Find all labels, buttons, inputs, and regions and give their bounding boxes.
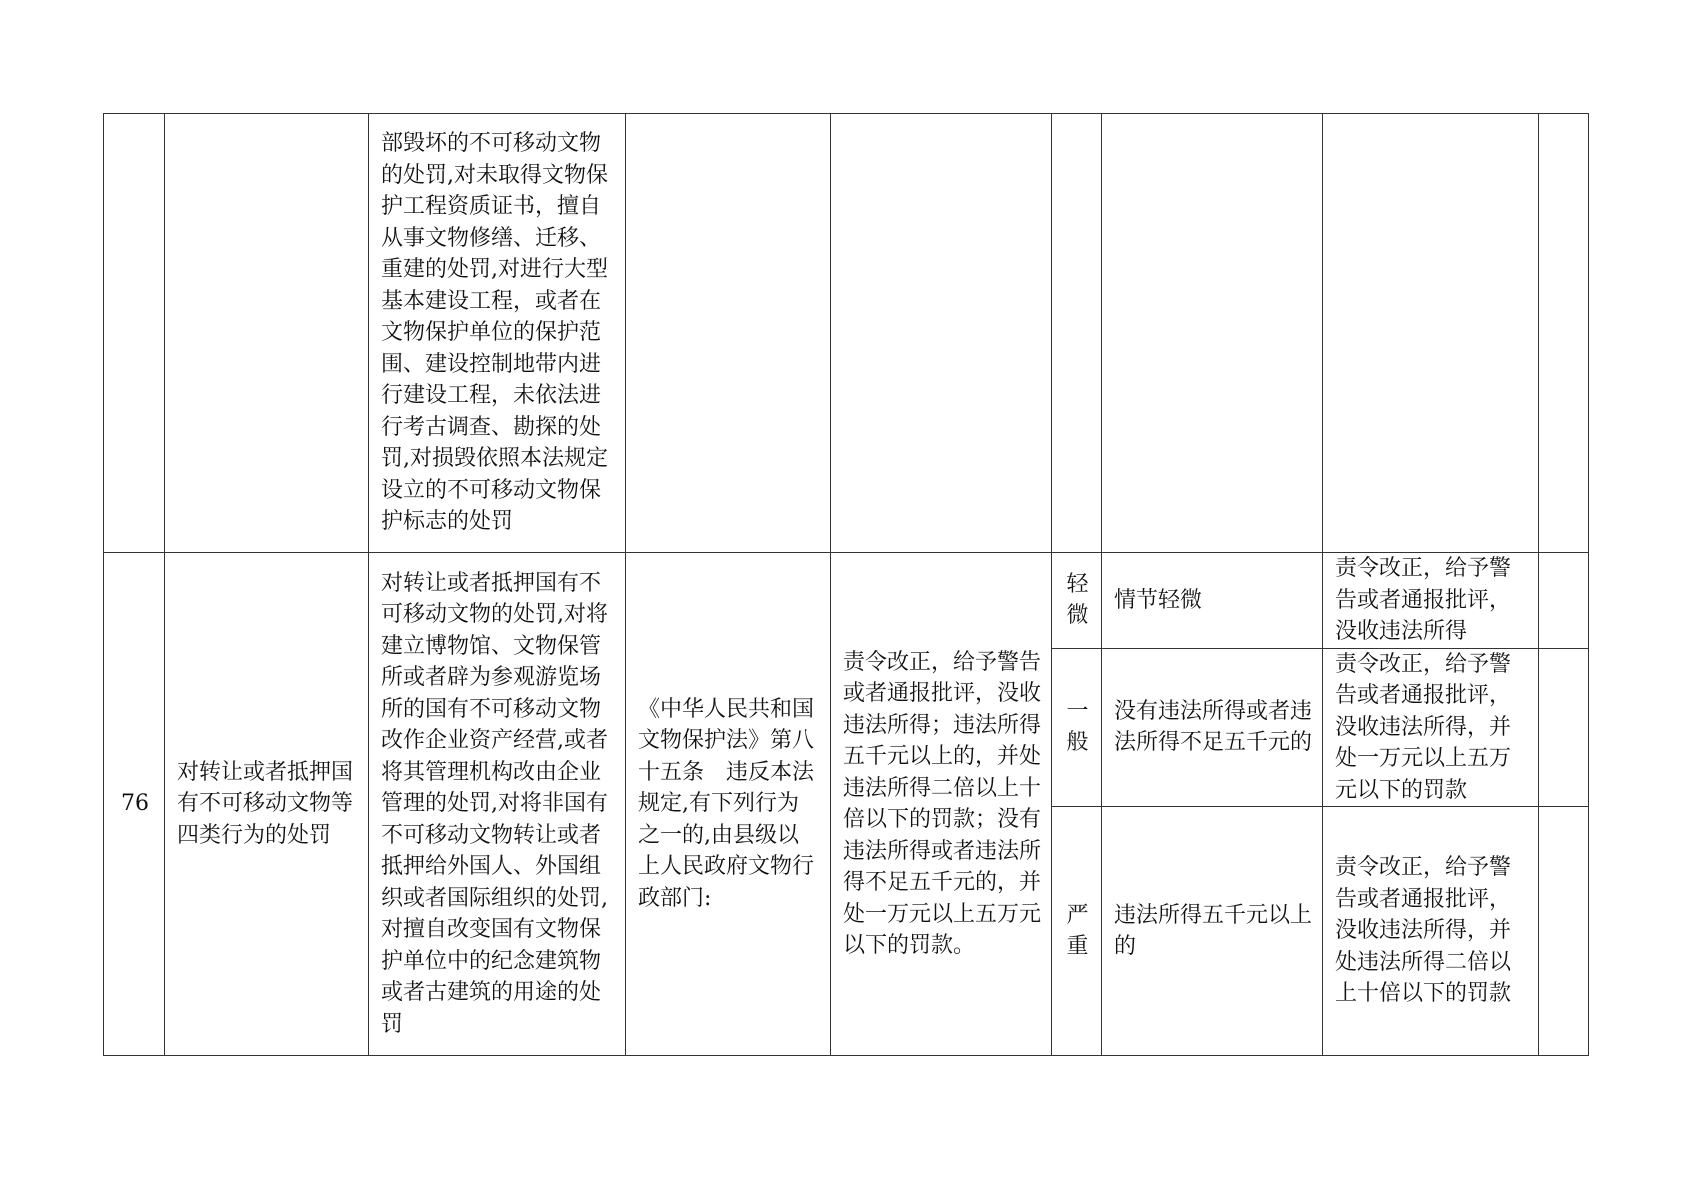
cell-circumstance-general: 没有违法所得或者违法所得不足五千元的: [1102, 648, 1323, 807]
cell-penalty-provision: [831, 114, 1052, 553]
cell-circumstance-minor: 情节轻微: [1102, 553, 1323, 649]
penalty-standards-table: [103, 113, 1589, 1056]
cell-no: [104, 114, 165, 553]
cell-standard: [1323, 114, 1539, 553]
cell-scope: 部毁坏的不可移动文物的处罚,对未取得文物保护工程资质证书，擅自从事文物修缮、迁移、重建的处罚,对进行大型基本建设工程，或者在文物保护单位的保护范围、建设控制地带内进行建设工程，未依法进行考古调查、勘探的处罚,对损毁依照本法规定设立的不可移动文物保护标志的处罚: [369, 114, 626, 553]
cell-standard-minor: 责令改正，给予警告或者通报批评，没收违法所得: [1323, 553, 1539, 649]
cell-remark-minor: [1539, 553, 1589, 649]
cell-item-name: [165, 114, 369, 553]
cell-legal-basis: [626, 114, 831, 553]
cell-level: [1052, 114, 1102, 553]
cell-scope: 对转让或者抵押国有不可移动文物的处罚,对将建立博物馆、文物保管所或者辟为参观游览场所的国有不可移动文物改作企业资产经营,或者将其管理机构改由企业管理的处罚,对将非国有不可移动文物转让或者抵押给外国人、外国组织或者国际组织的处罚,对擅自改变国有文物保护单位中的纪念建筑物或者古建筑的用途的处罚: [369, 553, 626, 1056]
cell-level-general: 一般: [1052, 648, 1102, 807]
cell-level-serious: 严重: [1052, 807, 1102, 1056]
cell-standard-general: 责令改正，给予警告或者通报批评，没收违法所得，并处一万元以上五万元以下的罚款: [1323, 648, 1539, 807]
cell-remark-general: [1539, 648, 1589, 807]
cell-standard-serious: 责令改正，给予警告或者通报批评，没收违法所得，并处违法所得二倍以上十倍以下的罚款: [1323, 807, 1539, 1056]
cell-penalty-provision: 责令改正，给予警告或者通报批评，没收违法所得；违法所得五千元以上的，并处违法所得二倍以上十倍以下的罚款；没有违法所得或者违法所得不足五千元的，并处一万元以上五万元以下的罚款。: [831, 553, 1052, 1056]
table-row-continued: [104, 114, 1589, 553]
cell-level-minor: 轻微: [1052, 553, 1102, 649]
cell-legal-basis: 《中华人民共和国文物保护法》第八十五条 违反本法规定,有下列行为之一的,由县级以上人民政府文物行政部门:: [626, 553, 831, 1056]
cell-remark: [1539, 114, 1589, 553]
cell-circumstance: [1102, 114, 1323, 553]
cell-circumstance-serious: 违法所得五千元以上的: [1102, 807, 1323, 1056]
cell-no: 76: [104, 553, 165, 1056]
table-row-76-minor: [104, 553, 1589, 649]
cell-remark-serious: [1539, 807, 1589, 1056]
cell-item-name: 对转让或者抵押国有不可移动文物等四类行为的处罚: [165, 553, 369, 1056]
